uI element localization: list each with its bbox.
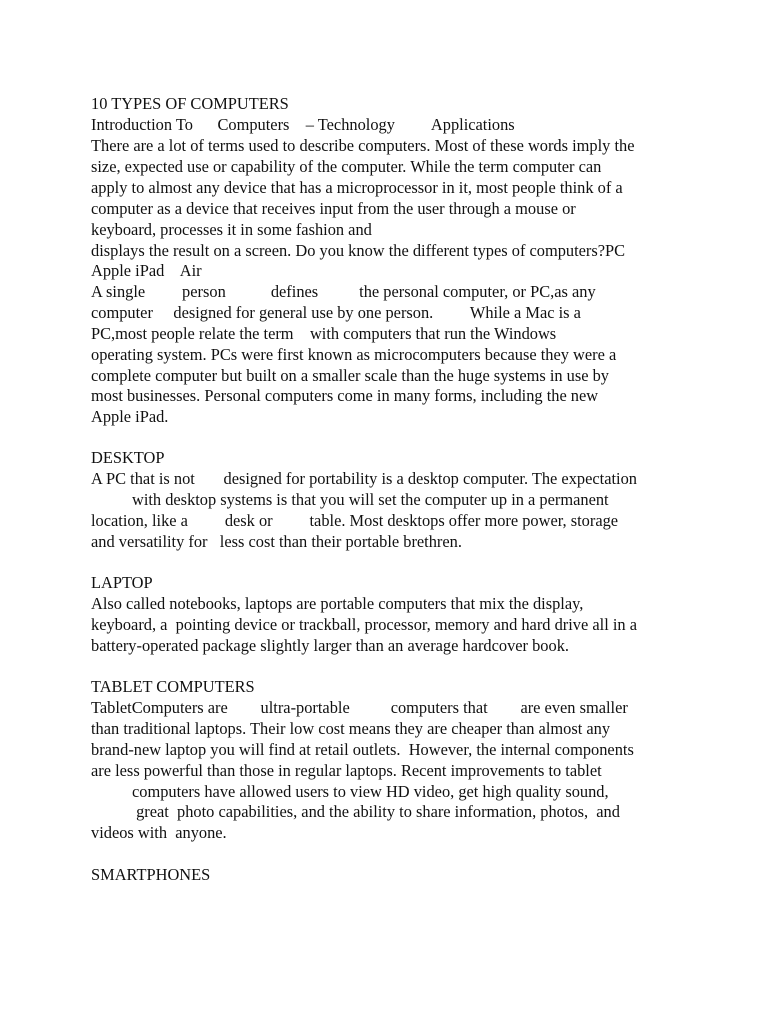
- tablet-line: great photo capabilities, and the ability to share information, photos, and: [91, 802, 620, 821]
- pc-paragraph-line: PC,most people relate the term with computers that run the Windows: [91, 324, 557, 343]
- desktop-line: with desktop systems is that you will set the computer up in a permanent: [91, 490, 609, 509]
- intro-line: apply to almost any device that has a microprocessor in it, most people think of a: [91, 178, 623, 197]
- pc-paragraph-line: operating system. PCs were first known as microcomputers because they were a: [91, 345, 617, 364]
- laptop-line: battery-operated package slightly larger than an average hardcover book.: [91, 636, 569, 655]
- pc-paragraph-line: most businesses. Personal computers come in many forms, including the new: [91, 386, 599, 405]
- tablet-line: TabletComputers are ultra-portable computers that are even smaller: [91, 698, 628, 717]
- tablet-line: brand-new laptop you will find at retail outlets. However, the internal components: [91, 740, 634, 759]
- pc-paragraph-line: A single person defines the personal computer, or PC,as any: [91, 282, 596, 301]
- section-heading-tablet: TABLET COMPUTERS: [91, 677, 255, 696]
- intro-line: displays the result on a screen. Do you know the different types of computers?PC: [91, 241, 626, 260]
- laptop-line: Also called notebooks, laptops are portable computers that mix the display,: [91, 594, 584, 613]
- desktop-line: and versatility for less cost than their portable brethren.: [91, 532, 462, 551]
- intro-line: size, expected use or capability of the computer. While the term computer can: [91, 157, 602, 176]
- tablet-line: are less powerful than those in regular laptops. Recent improvements to tablet: [91, 761, 602, 780]
- intro-line: Apple iPad Air: [91, 261, 202, 280]
- pc-paragraph-line: complete computer but built on a smaller scale than the huge systems in use by: [91, 366, 610, 385]
- document-subtitle: Introduction To Computers – Technology Applications: [91, 115, 515, 134]
- desktop-line: A PC that is not designed for portability is a desktop computer. The expectation: [91, 469, 637, 488]
- laptop-line: keyboard, a pointing device or trackball, processor, memory and hard drive all in a: [91, 615, 637, 634]
- intro-line: keyboard, processes it in some fashion and: [91, 220, 372, 239]
- desktop-line: location, like a desk or table. Most desktops offer more power, storage: [91, 511, 619, 530]
- section-heading-desktop: DESKTOP: [91, 448, 165, 467]
- section-heading-laptop: LAPTOP: [91, 573, 153, 592]
- intro-line: There are a lot of terms used to describe computers. Most of these words imply the: [91, 136, 635, 155]
- document-title: 10 TYPES OF COMPUTERS: [91, 94, 289, 113]
- tablet-line: computers have allowed users to view HD video, get high quality sound,: [91, 782, 609, 801]
- pc-paragraph-line: computer designed for general use by one person. While a Mac is a: [91, 303, 581, 322]
- tablet-line: videos with anyone.: [91, 823, 227, 842]
- tablet-line: than traditional laptops. Their low cost means they are cheaper than almost any: [91, 719, 611, 738]
- pc-paragraph-line: Apple iPad.: [91, 407, 169, 426]
- section-heading-smartphones: SMARTPHONES: [91, 865, 211, 884]
- intro-line: computer as a device that receives input from the user through a mouse or: [91, 199, 576, 218]
